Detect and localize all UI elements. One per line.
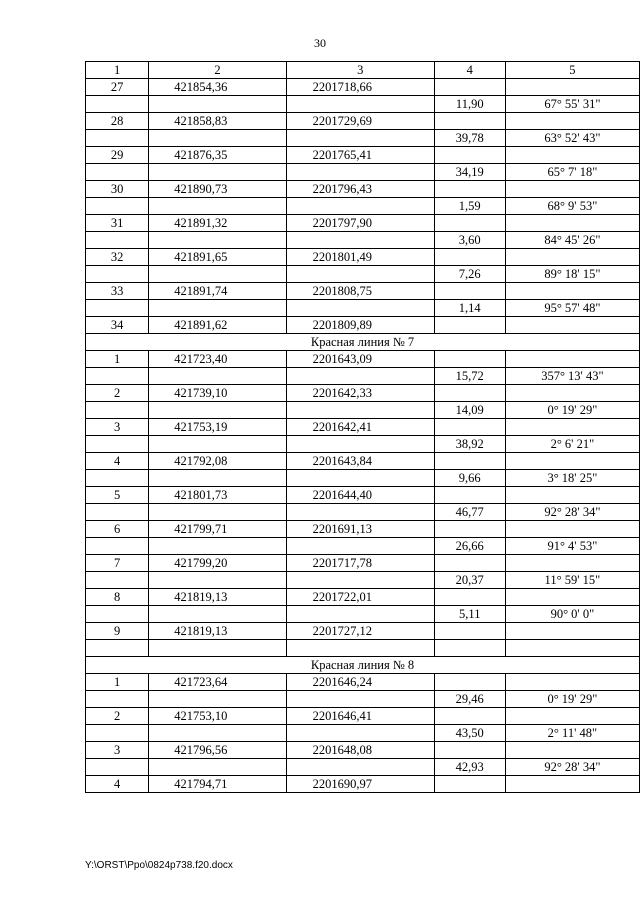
point-number: [86, 606, 149, 623]
y-coordinate: 2201797,90: [286, 215, 434, 232]
x-coordinate: 421876,35: [149, 147, 286, 164]
direction-angle: 92° 28' 34": [505, 759, 639, 776]
y-coordinate: [286, 198, 434, 215]
angle-cell: [505, 113, 639, 130]
x-coordinate: [149, 266, 286, 283]
segment-row: [86, 232, 640, 249]
y-coordinate: 2201646,41: [286, 708, 434, 725]
point-row: [86, 79, 640, 96]
angle-cell: [505, 742, 639, 759]
point-number: 1: [86, 674, 149, 691]
angle-cell: [505, 249, 639, 266]
direction-angle: 90° 0' 0": [505, 606, 639, 623]
x-coordinate: 421819,13: [149, 589, 286, 606]
x-coordinate: 421799,71: [149, 521, 286, 538]
section-row: [86, 334, 640, 351]
x-coordinate: [149, 130, 286, 147]
x-coordinate: [149, 300, 286, 317]
angle-cell: [505, 419, 639, 436]
point-number: [86, 96, 149, 113]
y-coordinate: 2201690,97: [286, 776, 434, 793]
segment-row: [86, 164, 640, 181]
segment-length: 1,59: [434, 198, 505, 215]
point-number: 6: [86, 521, 149, 538]
y-coordinate: [286, 725, 434, 742]
y-coordinate: [286, 232, 434, 249]
direction-angle: 92° 28' 34": [505, 504, 639, 521]
length-cell: [434, 419, 505, 436]
header-cell: 2: [149, 62, 286, 79]
x-coordinate: [149, 572, 286, 589]
point-number: [86, 368, 149, 385]
segment-length: 3,60: [434, 232, 505, 249]
x-coordinate: [149, 96, 286, 113]
x-coordinate: 421739,10: [149, 385, 286, 402]
length-cell: [434, 623, 505, 640]
y-coordinate: 2201646,24: [286, 674, 434, 691]
header-row: [86, 62, 640, 79]
length-cell: [434, 147, 505, 164]
y-coordinate: [286, 266, 434, 283]
segment-length: 46,77: [434, 504, 505, 521]
section-title: Красная линия № 8: [86, 657, 640, 674]
segment-row: [86, 504, 640, 521]
point-number: [86, 300, 149, 317]
y-coordinate: [286, 470, 434, 487]
section-row: [86, 657, 640, 674]
point-row: [86, 113, 640, 130]
x-coordinate: [149, 164, 286, 181]
point-number: [86, 572, 149, 589]
segment-length: 43,50: [434, 725, 505, 742]
x-coordinate: [149, 725, 286, 742]
segment-length: 29,46: [434, 691, 505, 708]
direction-angle: 68° 9' 53": [505, 198, 639, 215]
empty-cell: [286, 640, 434, 657]
point-row: [86, 589, 640, 606]
point-number: 34: [86, 317, 149, 334]
segment-length: 7,26: [434, 266, 505, 283]
point-row: [86, 215, 640, 232]
angle-cell: [505, 215, 639, 232]
segment-length: 15,72: [434, 368, 505, 385]
point-row: [86, 708, 640, 725]
y-coordinate: 2201729,69: [286, 113, 434, 130]
y-coordinate: [286, 538, 434, 555]
point-row: [86, 453, 640, 470]
segment-row: [86, 198, 640, 215]
length-cell: [434, 674, 505, 691]
point-number: 5: [86, 487, 149, 504]
point-number: 27: [86, 79, 149, 96]
angle-cell: [505, 181, 639, 198]
point-number: 1: [86, 351, 149, 368]
direction-angle: 65° 7' 18": [505, 164, 639, 181]
point-row: [86, 147, 640, 164]
point-number: [86, 198, 149, 215]
length-cell: [434, 249, 505, 266]
point-row: [86, 419, 640, 436]
direction-angle: 11° 59' 15": [505, 572, 639, 589]
angle-cell: [505, 385, 639, 402]
y-coordinate: 2201643,09: [286, 351, 434, 368]
x-coordinate: [149, 232, 286, 249]
point-number: [86, 759, 149, 776]
segment-length: 11,90: [434, 96, 505, 113]
segment-length: 9,66: [434, 470, 505, 487]
segment-row: [86, 266, 640, 283]
coordinates-table-body: [86, 62, 640, 793]
y-coordinate: [286, 436, 434, 453]
x-coordinate: 421723,64: [149, 674, 286, 691]
point-number: [86, 538, 149, 555]
point-number: [86, 232, 149, 249]
x-coordinate: [149, 368, 286, 385]
direction-angle: 84° 45' 26": [505, 232, 639, 249]
blank-row: [86, 640, 640, 657]
y-coordinate: 2201801,49: [286, 249, 434, 266]
x-coordinate: [149, 470, 286, 487]
y-coordinate: [286, 164, 434, 181]
y-coordinate: [286, 300, 434, 317]
point-number: [86, 725, 149, 742]
section-title: Красная линия № 7: [86, 334, 640, 351]
point-number: [86, 470, 149, 487]
point-number: 3: [86, 419, 149, 436]
y-coordinate: 2201642,41: [286, 419, 434, 436]
segment-length: 39,78: [434, 130, 505, 147]
x-coordinate: 421723,40: [149, 351, 286, 368]
point-row: [86, 385, 640, 402]
y-coordinate: [286, 606, 434, 623]
angle-cell: [505, 317, 639, 334]
y-coordinate: 2201644,40: [286, 487, 434, 504]
y-coordinate: 2201808,75: [286, 283, 434, 300]
direction-angle: 89° 18' 15": [505, 266, 639, 283]
x-coordinate: [149, 504, 286, 521]
x-coordinate: 421819,13: [149, 623, 286, 640]
point-row: [86, 555, 640, 572]
x-coordinate: [149, 606, 286, 623]
segment-row: [86, 691, 640, 708]
x-coordinate: 421854,36: [149, 79, 286, 96]
length-cell: [434, 453, 505, 470]
segment-row: [86, 300, 640, 317]
segment-length: 38,92: [434, 436, 505, 453]
empty-cell: [434, 640, 505, 657]
segment-length: 5,11: [434, 606, 505, 623]
angle-cell: [505, 555, 639, 572]
header-cell: 4: [434, 62, 505, 79]
point-row: [86, 776, 640, 793]
empty-cell: [505, 640, 639, 657]
y-coordinate: [286, 504, 434, 521]
x-coordinate: [149, 198, 286, 215]
x-coordinate: 421890,73: [149, 181, 286, 198]
length-cell: [434, 555, 505, 572]
segment-length: 14,09: [434, 402, 505, 419]
point-number: 9: [86, 623, 149, 640]
length-cell: [434, 708, 505, 725]
x-coordinate: 421891,65: [149, 249, 286, 266]
angle-cell: [505, 487, 639, 504]
point-number: 7: [86, 555, 149, 572]
empty-cell: [149, 640, 286, 657]
point-number: 8: [86, 589, 149, 606]
header-cell: 1: [86, 62, 149, 79]
y-coordinate: 2201796,43: [286, 181, 434, 198]
length-cell: [434, 742, 505, 759]
y-coordinate: [286, 691, 434, 708]
angle-cell: [505, 776, 639, 793]
point-number: [86, 691, 149, 708]
point-number: [86, 504, 149, 521]
segment-row: [86, 606, 640, 623]
y-coordinate: [286, 759, 434, 776]
point-number: 28: [86, 113, 149, 130]
x-coordinate: [149, 436, 286, 453]
point-row: [86, 674, 640, 691]
point-number: 4: [86, 453, 149, 470]
x-coordinate: 421891,32: [149, 215, 286, 232]
empty-cell: [86, 640, 149, 657]
length-cell: [434, 385, 505, 402]
segment-length: 34,19: [434, 164, 505, 181]
segment-row: [86, 759, 640, 776]
y-coordinate: 2201722,01: [286, 589, 434, 606]
point-number: [86, 436, 149, 453]
x-coordinate: 421801,73: [149, 487, 286, 504]
point-number: 4: [86, 776, 149, 793]
segment-length: 20,37: [434, 572, 505, 589]
segment-row: [86, 725, 640, 742]
point-number: 33: [86, 283, 149, 300]
y-coordinate: [286, 368, 434, 385]
point-number: 2: [86, 385, 149, 402]
segment-row: [86, 436, 640, 453]
point-number: 29: [86, 147, 149, 164]
x-coordinate: [149, 691, 286, 708]
y-coordinate: 2201718,66: [286, 79, 434, 96]
length-cell: [434, 351, 505, 368]
page-number: 30: [314, 36, 326, 50]
x-coordinate: [149, 759, 286, 776]
segment-length: 1,14: [434, 300, 505, 317]
length-cell: [434, 181, 505, 198]
segment-row: [86, 368, 640, 385]
segment-row: [86, 96, 640, 113]
direction-angle: 63° 52' 43": [505, 130, 639, 147]
point-number: 30: [86, 181, 149, 198]
point-row: [86, 351, 640, 368]
segment-length: 26,66: [434, 538, 505, 555]
segment-length: 42,93: [434, 759, 505, 776]
angle-cell: [505, 283, 639, 300]
point-number: [86, 130, 149, 147]
segment-row: [86, 470, 640, 487]
point-number: 31: [86, 215, 149, 232]
length-cell: [434, 589, 505, 606]
length-cell: [434, 317, 505, 334]
angle-cell: [505, 674, 639, 691]
direction-angle: 0° 19' 29": [505, 691, 639, 708]
length-cell: [434, 283, 505, 300]
y-coordinate: [286, 402, 434, 419]
direction-angle: 357° 13' 43": [505, 368, 639, 385]
x-coordinate: 421794,71: [149, 776, 286, 793]
x-coordinate: 421891,74: [149, 283, 286, 300]
y-coordinate: 2201727,12: [286, 623, 434, 640]
y-coordinate: [286, 96, 434, 113]
length-cell: [434, 79, 505, 96]
x-coordinate: [149, 402, 286, 419]
coordinates-table: [85, 61, 640, 793]
x-coordinate: 421799,20: [149, 555, 286, 572]
angle-cell: [505, 708, 639, 725]
y-coordinate: [286, 572, 434, 589]
angle-cell: [505, 351, 639, 368]
x-coordinate: 421792,08: [149, 453, 286, 470]
x-coordinate: [149, 538, 286, 555]
point-row: [86, 742, 640, 759]
direction-angle: 2° 11' 48": [505, 725, 639, 742]
y-coordinate: 2201642,33: [286, 385, 434, 402]
length-cell: [434, 215, 505, 232]
point-number: 2: [86, 708, 149, 725]
x-coordinate: 421796,56: [149, 742, 286, 759]
direction-angle: 91° 4' 53": [505, 538, 639, 555]
direction-angle: 3° 18' 25": [505, 470, 639, 487]
angle-cell: [505, 453, 639, 470]
point-row: [86, 487, 640, 504]
point-row: [86, 283, 640, 300]
y-coordinate: [286, 130, 434, 147]
segment-row: [86, 130, 640, 147]
y-coordinate: 2201648,08: [286, 742, 434, 759]
header-cell: 5: [505, 62, 639, 79]
y-coordinate: 2201717,78: [286, 555, 434, 572]
length-cell: [434, 487, 505, 504]
y-coordinate: 2201643,84: [286, 453, 434, 470]
angle-cell: [505, 623, 639, 640]
angle-cell: [505, 521, 639, 538]
x-coordinate: 421753,19: [149, 419, 286, 436]
direction-angle: 95° 57' 48": [505, 300, 639, 317]
point-number: 32: [86, 249, 149, 266]
segment-row: [86, 538, 640, 555]
x-coordinate: 421858,83: [149, 113, 286, 130]
length-cell: [434, 521, 505, 538]
length-cell: [434, 776, 505, 793]
segment-row: [86, 402, 640, 419]
segment-row: [86, 572, 640, 589]
point-row: [86, 317, 640, 334]
point-number: [86, 266, 149, 283]
file-path-footer: Y:\ORST\Ppo\0824p738.f20.docx: [85, 860, 233, 871]
direction-angle: 0° 19' 29": [505, 402, 639, 419]
point-row: [86, 181, 640, 198]
direction-angle: 67° 55' 31": [505, 96, 639, 113]
point-row: [86, 249, 640, 266]
x-coordinate: 421891,62: [149, 317, 286, 334]
point-number: 3: [86, 742, 149, 759]
length-cell: [434, 113, 505, 130]
angle-cell: [505, 79, 639, 96]
point-row: [86, 623, 640, 640]
header-cell: 3: [286, 62, 434, 79]
x-coordinate: 421753,10: [149, 708, 286, 725]
y-coordinate: 2201809,89: [286, 317, 434, 334]
y-coordinate: 2201765,41: [286, 147, 434, 164]
point-number: [86, 402, 149, 419]
y-coordinate: 2201691,13: [286, 521, 434, 538]
point-number: [86, 164, 149, 181]
direction-angle: 2° 6' 21": [505, 436, 639, 453]
point-row: [86, 521, 640, 538]
angle-cell: [505, 147, 639, 164]
angle-cell: [505, 589, 639, 606]
